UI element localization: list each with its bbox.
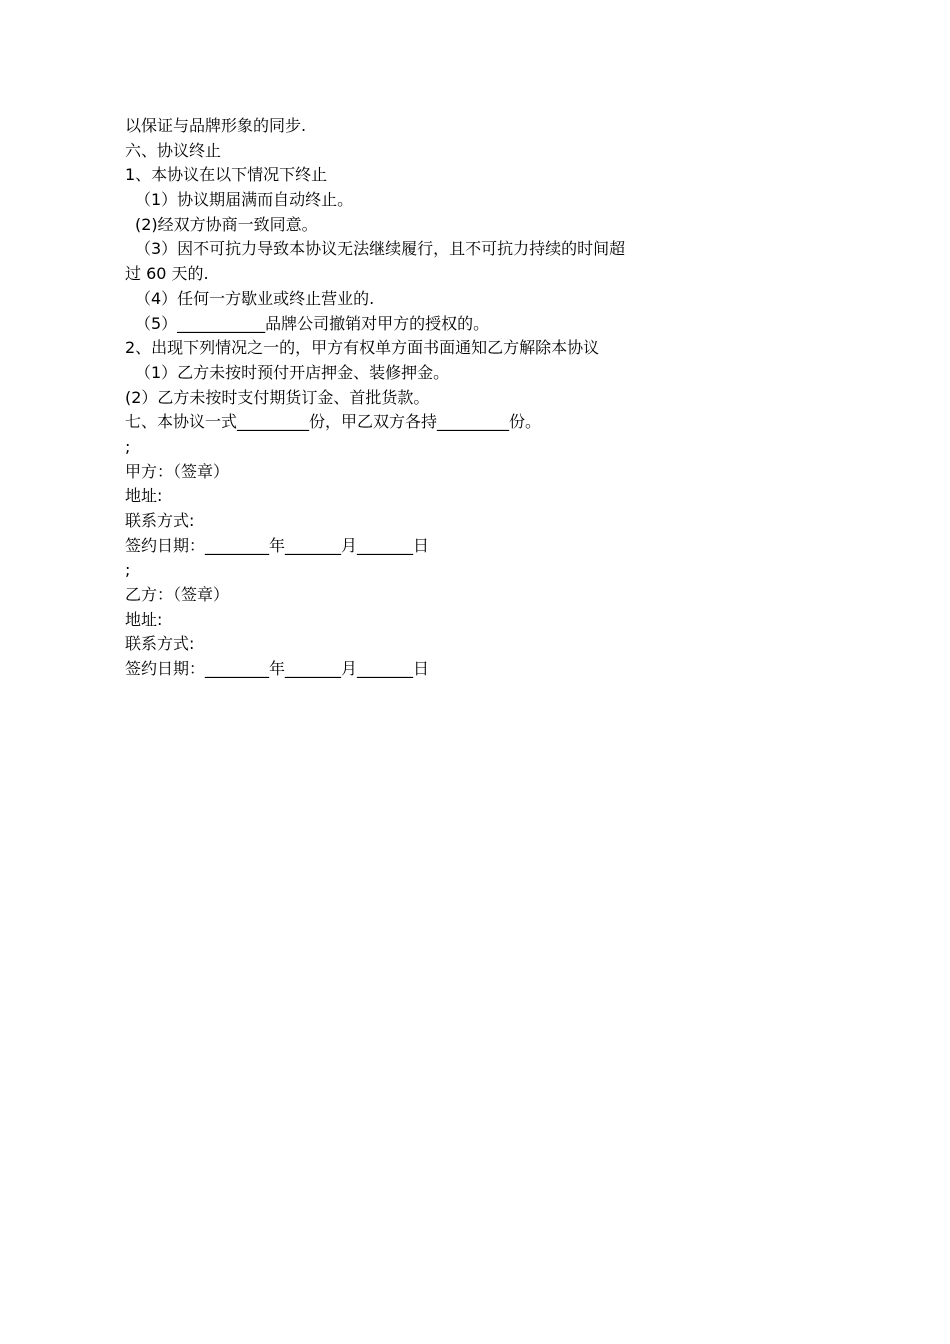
separator: ; [125, 560, 131, 580]
party-b-contact: 联系方式: [125, 634, 195, 654]
separator: ; [125, 436, 131, 456]
party-a-contact: 联系方式: [125, 511, 195, 530]
party-a-signature: 甲方：（签章） [125, 461, 230, 481]
party-b-signature: 乙方：（签章） [125, 585, 230, 605]
clause-heading: 2、出现下列情况之一的，甲方有权单方面书面通知乙方解除本协议 [125, 338, 600, 358]
section-heading-copies: 七、本协议一式_________份，甲乙双方各持_________份。 [125, 412, 542, 432]
clause-item: （1）乙方未按时预付开店押金、装修押金。 [135, 362, 450, 382]
text-line: 以保证与品牌形象的同步. [125, 116, 307, 135]
section-heading-termination: 六、协议终止 [125, 140, 222, 160]
clause-heading: 1、本协议在以下情况下终止 [125, 165, 328, 185]
clause-item: (2）乙方未按时支付期货订金、首批货款。 [125, 387, 430, 407]
party-b-address: 地址: [125, 609, 163, 629]
clause-item: (2)经双方协商一致同意。 [135, 214, 318, 234]
party-a-address: 地址: [125, 486, 163, 506]
clause-item-continued: 过 60 天的. [125, 264, 209, 284]
clause-item: （5）___________品牌公司撤销对甲方的授权的。 [135, 313, 490, 333]
contract-text [125, 114, 745, 682]
clause-item: （1）协议期届满而自动终止。 [135, 190, 354, 210]
clause-item: （3）因不可抗力导致本协议无法继续履行，且不可抗力持续的时间超 [135, 239, 626, 259]
party-b-sign-date: 签约日期：________年_______月_______日 [125, 659, 430, 679]
clause-item: （4）任何一方歇业或终止营业的. [135, 288, 375, 308]
party-a-sign-date: 签约日期：________年_______月_______日 [125, 535, 430, 555]
